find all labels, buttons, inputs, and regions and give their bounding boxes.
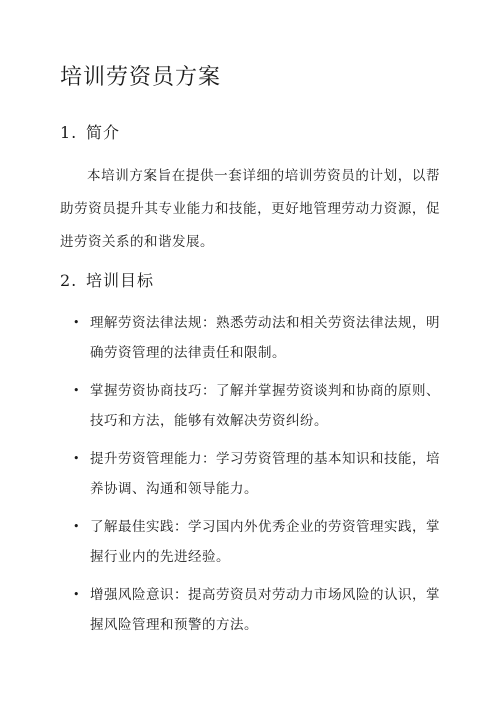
list-item	[60, 376, 440, 436]
section-heading-intro	[60, 120, 120, 143]
section-number: 1.	[60, 123, 78, 142]
list-item	[60, 512, 440, 572]
list-item	[60, 444, 440, 504]
list-item-text: 理解劳资法律法规：熟悉劳动法和相关劳资法律法规，明确劳资管理的法律责任和限制。	[90, 315, 440, 361]
bullet-icon: •	[73, 520, 80, 533]
list-item-text: 提升劳资管理能力：学习劳资管理的基本知识和技能，培养协调、沟通和领导能力。	[90, 451, 440, 497]
section-heading-goals	[60, 268, 154, 291]
section-number: 2.	[60, 271, 78, 290]
goals-list	[60, 308, 440, 648]
list-item-text: 掌握劳资协商技巧：了解并掌握劳资谈判和协商的原则、技巧和方法，能够有效解决劳资纠纷。	[90, 383, 440, 429]
section-title: 简介	[86, 123, 121, 142]
list-item	[60, 308, 440, 368]
bullet-icon: •	[73, 384, 80, 397]
page-title: 培训劳资员方案	[60, 65, 222, 90]
list-item-text: 增强风险意识：提高劳资员对劳动力市场风险的认识，掌握风险管理和预警的方法。	[90, 587, 440, 633]
bullet-icon: •	[73, 452, 80, 465]
section-title: 培训目标	[86, 271, 155, 290]
list-item	[60, 580, 440, 640]
intro-paragraph: 本培训方案旨在提供一套详细的培训劳资员的计划，以帮助劳资员提升其专业能力和技能，更好地管理劳动力资源，促进劳资关系的和谐发展。	[60, 168, 440, 250]
bullet-icon: •	[73, 588, 80, 601]
list-item-text: 了解最佳实践：学习国内外优秀企业的劳资管理实践，掌握行业内的先进经验。	[90, 519, 440, 565]
bullet-icon: •	[73, 316, 80, 329]
